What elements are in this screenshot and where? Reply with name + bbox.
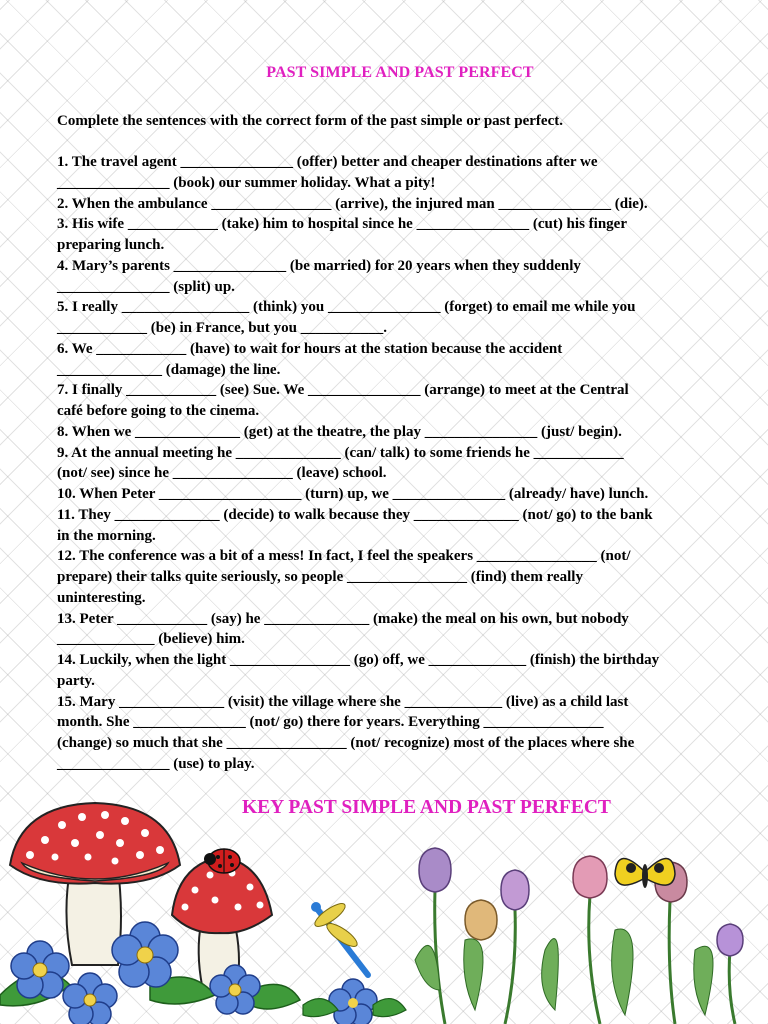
dragonfly-illustration xyxy=(298,895,408,1024)
exercise-line: 1. The travel agent _______________ (offer) better and cheaper destinations after we xyxy=(57,154,598,170)
exercise-line: _______________ (use) to play. xyxy=(57,755,255,772)
exercise-line: 13. Peter ____________ (say) he ______________ (make) the meal on his own, but nobody xyxy=(57,610,629,627)
exercise-line: 2. When the ambulance ________________ (arrive), the injured man _______________ (die). xyxy=(57,195,648,212)
exercise-line: (not/ see) since he ________________ (leave) school. xyxy=(57,465,387,482)
tulip-icon xyxy=(419,848,451,892)
tulips-illustration xyxy=(405,840,768,1024)
exercise-line: in the morning. xyxy=(57,527,156,544)
blue-flower-icon xyxy=(11,941,69,998)
key-title: KEY PAST SIMPLE AND PAST PERFECT xyxy=(242,797,611,818)
exercise-line: 5. I really _________________ (think) you _______________ (forget) to email me while you xyxy=(57,299,636,316)
exercise-line: _____________ (believe) him. xyxy=(57,631,245,648)
blue-flower-icon xyxy=(112,922,178,987)
exercise-line: 9. At the annual meeting he ______________ (can/ talk) to some friends he ____________ xyxy=(57,444,624,461)
exercise-line: 12. The conference was a bit of a mess! In fact, I feel the speakers ________________ (not/ xyxy=(57,548,631,565)
exercise-line: uninteresting. xyxy=(57,589,146,606)
exercise-line: ______________ (damage) the line. xyxy=(57,361,281,378)
blue-flower-icon xyxy=(63,973,117,1024)
exercise-line: (change) so much that she ________________ (not/ recognize) most of the places where she xyxy=(57,735,635,751)
butterfly-icon xyxy=(615,858,675,888)
exercise-line: 6. We ____________ (have) to wait for hours at the station because the accident xyxy=(57,340,563,357)
mushroom-illustration xyxy=(0,795,305,1024)
exercise-line: 8. When we ______________ (get) at the theatre, the play _______________ (just/ begin). xyxy=(57,423,622,440)
exercise-line: café before going to the cinema. xyxy=(57,403,260,419)
exercise-line: 4. Mary’s parents _______________ (be married) for 20 years when they suddenly xyxy=(57,257,581,274)
worksheet-title: PAST SIMPLE AND PAST PERFECT xyxy=(266,64,534,81)
instructions: Complete the sentences with the correct form of the past simple or past perfect. xyxy=(57,113,563,129)
exercise-line: _______________ (book) our summer holiday. What a pity! xyxy=(57,174,436,191)
exercise-list xyxy=(57,152,733,775)
exercise-line: 7. I finally ____________ (see) Sue. We _______________ (arrange) to meet at the Central xyxy=(57,382,629,399)
tulip-icon xyxy=(717,924,743,956)
tulip-icon xyxy=(465,900,497,940)
blue-flower-icon xyxy=(329,979,377,1024)
tulip-icon xyxy=(501,870,529,910)
exercise-line: party. xyxy=(57,672,95,689)
exercise-line: 3. His wife ____________ (take) him to hospital since he _______________ (cut) his finger xyxy=(57,216,627,233)
exercise-line: _______________ (split) up. xyxy=(57,278,235,295)
tulip-icon xyxy=(573,856,607,898)
exercise-line: 14. Luckily, when the light ________________ (go) off, we _____________ (finish) the birthday xyxy=(57,652,660,668)
exercise-line: 15. Mary ______________ (visit) the village where she _____________ (live) as a child last xyxy=(57,693,629,710)
exercise-line: 11. They ______________ (decide) to walk because they ______________ (not/ go) to the bank xyxy=(57,506,653,523)
exercise-line: prepare) their talks quite seriously, so people ________________ (find) them really xyxy=(57,569,583,585)
exercise-line: ____________ (be) in France, but you ___________. xyxy=(57,320,387,336)
exercise-line: month. She _______________ (not/ go) there for years. Everything ________________ xyxy=(57,714,604,731)
exercise-line: preparing lunch. xyxy=(57,237,165,253)
dragonfly-icon xyxy=(311,900,368,975)
exercise-line: 10. When Peter ___________________ (turn) up, we _______________ (already/ have) lunch. xyxy=(57,486,649,502)
